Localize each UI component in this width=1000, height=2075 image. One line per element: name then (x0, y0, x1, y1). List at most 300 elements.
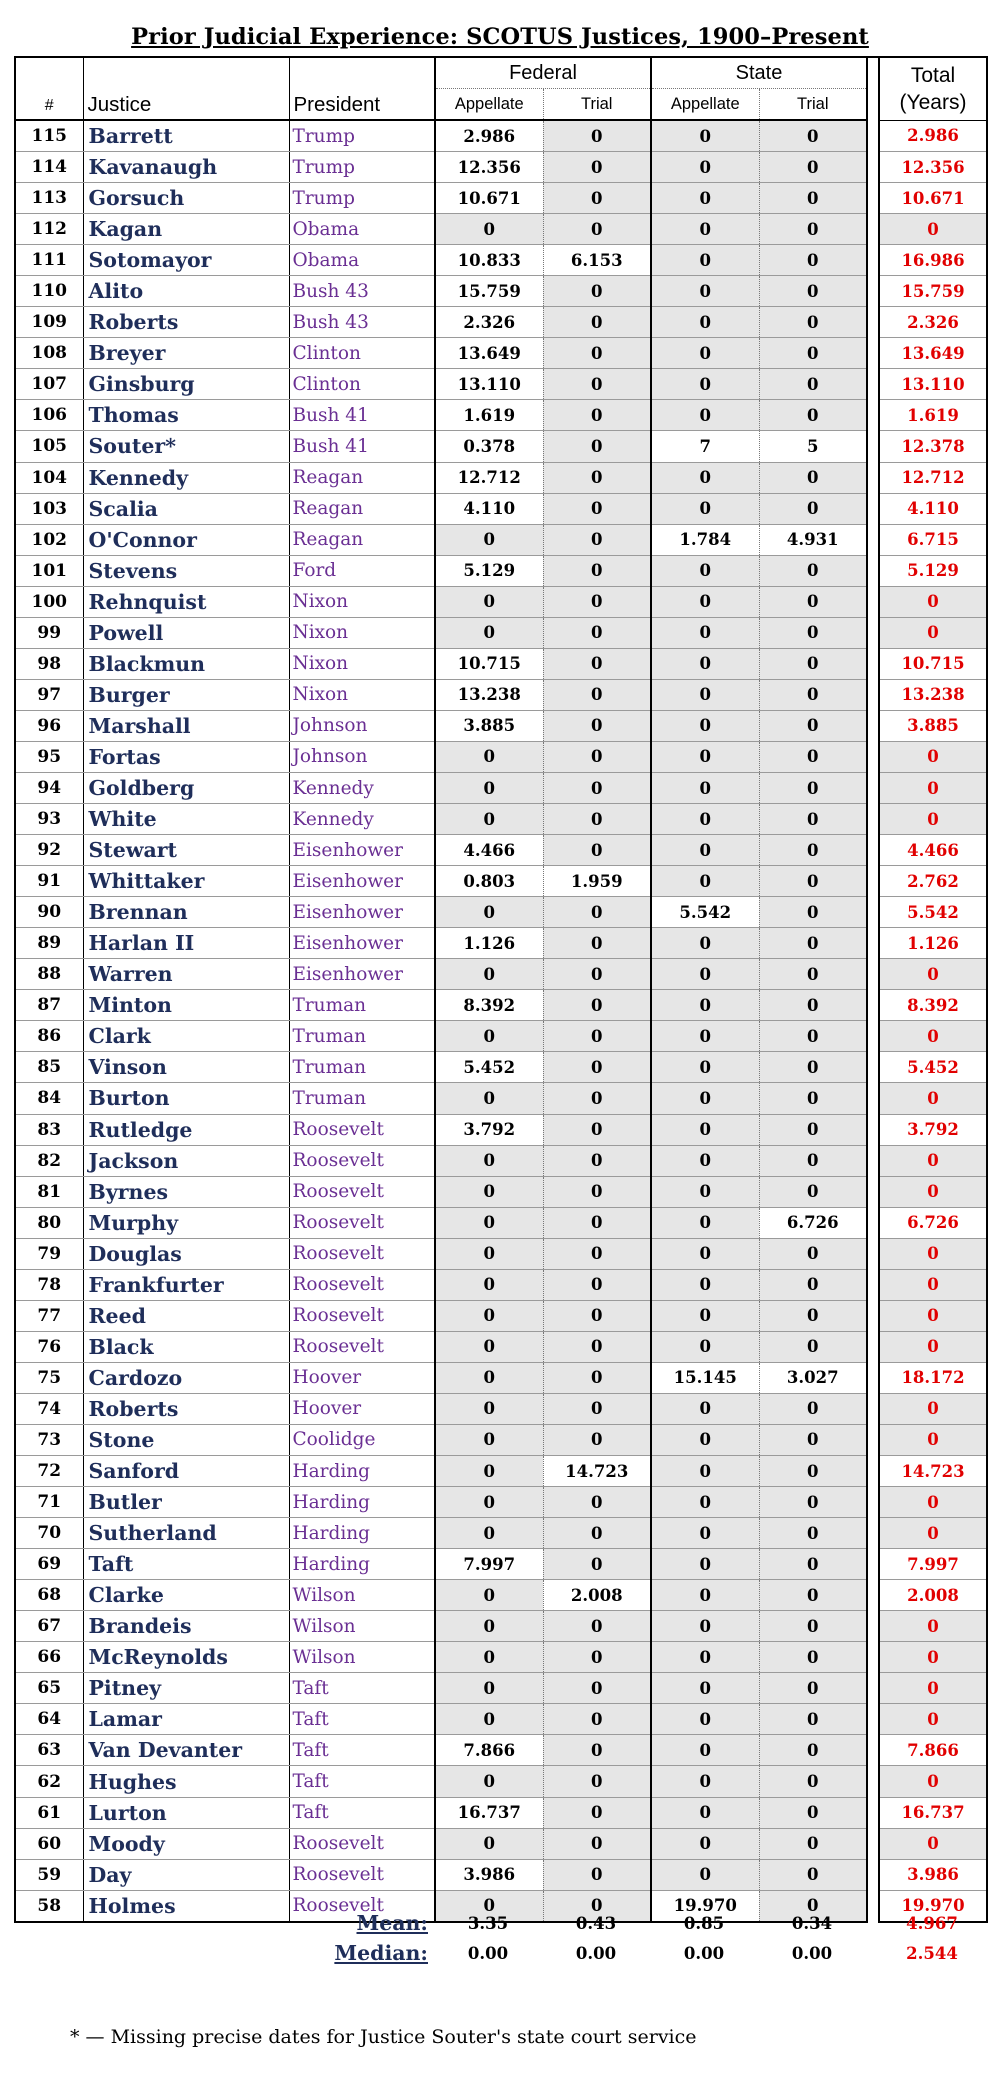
state-appellate-years: 0 (651, 1238, 759, 1269)
appointing-president: Taft (289, 1673, 435, 1704)
justice-number: 107 (15, 369, 83, 400)
federal-appellate-years: 10.715 (435, 648, 543, 679)
header-total-line1: Total (910, 63, 956, 87)
appointing-president: Clinton (289, 369, 435, 400)
justice-name: Byrnes (83, 1176, 289, 1207)
table-row (15, 338, 987, 369)
appointing-president: Eisenhower (289, 866, 435, 897)
total-years: 0 (879, 1642, 987, 1673)
table-row (15, 493, 987, 524)
federal-appellate-years: 0 (435, 1580, 543, 1611)
appointing-president: Roosevelt (289, 1145, 435, 1176)
table-row (15, 741, 987, 772)
justice-name: Kennedy (83, 462, 289, 493)
federal-appellate-years: 0 (435, 1362, 543, 1393)
total-years: 12.712 (879, 462, 987, 493)
table-row (15, 679, 987, 710)
state-trial-years: 0 (759, 897, 867, 928)
table-row (15, 555, 987, 586)
column-gap (867, 276, 879, 307)
state-trial-years: 0 (759, 1580, 867, 1611)
appointing-president: Harding (289, 1456, 435, 1487)
column-gap (867, 710, 879, 741)
justice-name: Cardozo (83, 1362, 289, 1393)
federal-appellate-years: 0 (435, 1021, 543, 1052)
federal-trial-years: 0 (543, 679, 651, 710)
state-appellate-years: 0 (651, 1859, 759, 1890)
justice-number: 88 (15, 959, 83, 990)
state-trial-years: 0 (759, 1828, 867, 1859)
table-row (15, 959, 987, 990)
state-trial-years: 0 (759, 1797, 867, 1828)
justice-number: 113 (15, 183, 83, 214)
federal-trial-years: 0 (543, 990, 651, 1021)
federal-trial-years: 0 (543, 1238, 651, 1269)
column-gap (867, 1083, 879, 1114)
federal-appellate-years: 10.833 (435, 245, 543, 276)
state-appellate-years: 0 (651, 120, 759, 152)
justice-name: Kagan (83, 214, 289, 245)
table-row (15, 1331, 987, 1362)
column-gap (867, 897, 879, 928)
appointing-president: Eisenhower (289, 835, 435, 866)
table-row (15, 307, 987, 338)
state-trial-years: 0 (759, 1393, 867, 1424)
state-appellate-years: 0 (651, 617, 759, 648)
table-row (15, 1021, 987, 1052)
state-trial-years: 0 (759, 866, 867, 897)
justice-number: 67 (15, 1611, 83, 1642)
federal-trial-years: 0 (543, 369, 651, 400)
appointing-president: Taft (289, 1766, 435, 1797)
mean-label: Mean: (356, 1911, 428, 1935)
state-appellate-years: 0 (651, 804, 759, 835)
state-trial-years: 0 (759, 617, 867, 648)
state-appellate-years: 19.970 (651, 1890, 759, 1922)
appointing-president: Taft (289, 1704, 435, 1735)
appointing-president: Kennedy (289, 804, 435, 835)
federal-appellate-years: 0 (435, 1176, 543, 1207)
appointing-president: Taft (289, 1797, 435, 1828)
justice-number: 73 (15, 1424, 83, 1455)
state-appellate-years: 7 (651, 431, 759, 462)
column-gap (867, 1766, 879, 1797)
mean-federal-trial: 0.43 (575, 1913, 617, 1933)
federal-appellate-years: 0 (435, 1704, 543, 1735)
table-row (15, 183, 987, 214)
appointing-president: Trump (289, 152, 435, 183)
table-row (15, 1735, 987, 1766)
total-years: 0 (879, 1021, 987, 1052)
federal-trial-years: 0 (543, 1673, 651, 1704)
justice-name: Black (83, 1331, 289, 1362)
justice-number: 83 (15, 1114, 83, 1145)
state-appellate-years: 0 (651, 152, 759, 183)
column-gap (867, 555, 879, 586)
state-trial-years: 0 (759, 1083, 867, 1114)
justice-name: Day (83, 1859, 289, 1890)
table-row (15, 1456, 987, 1487)
federal-appellate-years: 0 (435, 1611, 543, 1642)
federal-trial-years: 0 (543, 1518, 651, 1549)
column-gap (867, 1207, 879, 1238)
federal-trial-years: 0 (543, 1331, 651, 1362)
state-trial-years: 0 (759, 804, 867, 835)
justice-name: Rutledge (83, 1114, 289, 1145)
appointing-president: Johnson (289, 741, 435, 772)
justice-name: Pitney (83, 1673, 289, 1704)
total-years: 0 (879, 1331, 987, 1362)
justice-name: Frankfurter (83, 1269, 289, 1300)
justice-name: Brandeis (83, 1611, 289, 1642)
federal-appellate-years: 0 (435, 1083, 543, 1114)
state-appellate-years: 0 (651, 307, 759, 338)
state-trial-years: 0 (759, 307, 867, 338)
appointing-president: Eisenhower (289, 897, 435, 928)
column-gap (867, 586, 879, 617)
federal-appellate-years: 13.238 (435, 679, 543, 710)
state-trial-years: 0 (759, 1300, 867, 1331)
appointing-president: Trump (289, 120, 435, 152)
federal-trial-years: 0 (543, 431, 651, 462)
justice-number: 98 (15, 648, 83, 679)
state-trial-years: 0 (759, 1052, 867, 1083)
table-row (15, 276, 987, 307)
column-gap (867, 1362, 879, 1393)
federal-appellate-years: 0 (435, 741, 543, 772)
header-justice: Justice (83, 57, 289, 120)
column-gap (867, 1331, 879, 1362)
state-trial-years: 0 (759, 1549, 867, 1580)
justice-name: Stevens (83, 555, 289, 586)
header-federal: Federal (435, 57, 651, 89)
state-appellate-years: 0 (651, 1580, 759, 1611)
state-appellate-years: 0 (651, 214, 759, 245)
state-appellate-years: 0 (651, 1487, 759, 1518)
header-state: State (651, 57, 867, 89)
total-years: 0 (879, 1176, 987, 1207)
justice-number: 61 (15, 1797, 83, 1828)
federal-trial-years: 0 (543, 1766, 651, 1797)
federal-trial-years: 0 (543, 1549, 651, 1580)
state-appellate-years: 0 (651, 493, 759, 524)
table-row (15, 1859, 987, 1890)
state-trial-years: 0 (759, 1114, 867, 1145)
column-gap (867, 1393, 879, 1424)
federal-appellate-years: 0 (435, 617, 543, 648)
state-trial-years: 0 (759, 1424, 867, 1455)
total-years: 0 (879, 1393, 987, 1424)
justice-number: 80 (15, 1207, 83, 1238)
state-trial-years: 0 (759, 1487, 867, 1518)
state-appellate-years: 0 (651, 835, 759, 866)
total-years: 0 (879, 1300, 987, 1331)
appointing-president: Nixon (289, 648, 435, 679)
federal-appellate-years: 16.737 (435, 1797, 543, 1828)
justice-number: 79 (15, 1238, 83, 1269)
state-appellate-years: 0 (651, 1424, 759, 1455)
federal-trial-years: 0 (543, 1611, 651, 1642)
total-years: 14.723 (879, 1456, 987, 1487)
column-gap (867, 804, 879, 835)
state-appellate-years: 0 (651, 1145, 759, 1176)
total-years: 13.649 (879, 338, 987, 369)
table-row (15, 120, 987, 152)
federal-appellate-years: 0 (435, 1890, 543, 1922)
federal-trial-years: 6.153 (543, 245, 651, 276)
state-trial-years: 0 (759, 400, 867, 431)
federal-appellate-years: 0 (435, 524, 543, 555)
state-trial-years: 0 (759, 1456, 867, 1487)
appointing-president: Harding (289, 1518, 435, 1549)
federal-trial-years: 0 (543, 1114, 651, 1145)
state-appellate-years: 0 (651, 1300, 759, 1331)
table-row (15, 617, 987, 648)
state-trial-years: 0 (759, 369, 867, 400)
appointing-president: Wilson (289, 1580, 435, 1611)
federal-trial-years: 0 (543, 586, 651, 617)
justice-number: 81 (15, 1176, 83, 1207)
state-appellate-years: 0 (651, 1797, 759, 1828)
justice-name: Gorsuch (83, 183, 289, 214)
table-row (15, 214, 987, 245)
justice-number: 111 (15, 245, 83, 276)
justice-number: 65 (15, 1673, 83, 1704)
justice-number: 76 (15, 1331, 83, 1362)
federal-trial-years: 0 (543, 1797, 651, 1828)
justice-number: 102 (15, 524, 83, 555)
total-years: 13.110 (879, 369, 987, 400)
federal-appellate-years: 4.110 (435, 493, 543, 524)
state-appellate-years: 0 (651, 462, 759, 493)
justice-name: Marshall (83, 710, 289, 741)
federal-trial-years: 0 (543, 555, 651, 586)
justice-name: Stone (83, 1424, 289, 1455)
justice-name: Burton (83, 1083, 289, 1114)
federal-appellate-years: 4.466 (435, 835, 543, 866)
federal-trial-years: 0 (543, 338, 651, 369)
federal-appellate-years: 7.997 (435, 1549, 543, 1580)
state-trial-years: 0 (759, 928, 867, 959)
page-title: Prior Judicial Experience: SCOTUS Justices, 1900–Present (131, 24, 869, 50)
state-trial-years: 0 (759, 1518, 867, 1549)
state-trial-years: 0 (759, 741, 867, 772)
column-gap (867, 183, 879, 214)
federal-appellate-years: 15.759 (435, 276, 543, 307)
column-gap (867, 1859, 879, 1890)
federal-trial-years: 0 (543, 276, 651, 307)
total-years: 7.866 (879, 1735, 987, 1766)
table-row (15, 897, 987, 928)
appointing-president: Bush 41 (289, 400, 435, 431)
federal-trial-years: 0 (543, 120, 651, 152)
total-years: 0 (879, 1269, 987, 1300)
justice-name: Clarke (83, 1580, 289, 1611)
state-appellate-years: 0 (651, 400, 759, 431)
federal-appellate-years: 0 (435, 1828, 543, 1859)
federal-appellate-years: 2.326 (435, 307, 543, 338)
justice-name: Blackmun (83, 648, 289, 679)
table-row (15, 1362, 987, 1393)
appointing-president: Roosevelt (289, 1890, 435, 1922)
state-trial-years: 0 (759, 1642, 867, 1673)
justice-number: 104 (15, 462, 83, 493)
state-appellate-years: 15.145 (651, 1362, 759, 1393)
appointing-president: Truman (289, 1021, 435, 1052)
state-appellate-years: 0 (651, 369, 759, 400)
table-row (15, 1114, 987, 1145)
state-appellate-years: 0 (651, 648, 759, 679)
justice-name: Roberts (83, 307, 289, 338)
total-years: 0 (879, 804, 987, 835)
table-row (15, 1238, 987, 1269)
justice-number: 96 (15, 710, 83, 741)
federal-appellate-years: 0 (435, 214, 543, 245)
federal-appellate-years: 0 (435, 1269, 543, 1300)
appointing-president: Roosevelt (289, 1828, 435, 1859)
appointing-president: Eisenhower (289, 959, 435, 990)
federal-appellate-years: 2.986 (435, 120, 543, 152)
state-appellate-years: 0 (651, 1176, 759, 1207)
state-appellate-years: 1.784 (651, 524, 759, 555)
state-appellate-years: 0 (651, 586, 759, 617)
appointing-president: Obama (289, 245, 435, 276)
federal-trial-years: 0 (543, 524, 651, 555)
column-gap (867, 400, 879, 431)
federal-appellate-years: 1.619 (435, 400, 543, 431)
state-trial-years: 5 (759, 431, 867, 462)
column-gap (867, 928, 879, 959)
federal-trial-years: 0 (543, 183, 651, 214)
federal-trial-years: 0 (543, 1704, 651, 1735)
footnote: * — Missing precise dates for Justice Souter's state court service (70, 2026, 697, 2048)
federal-trial-years: 0 (543, 1735, 651, 1766)
state-trial-years: 0 (759, 959, 867, 990)
federal-trial-years: 0 (543, 1207, 651, 1238)
total-years: 0 (879, 1238, 987, 1269)
table-row (15, 524, 987, 555)
justice-name: Fortas (83, 741, 289, 772)
appointing-president: Roosevelt (289, 1238, 435, 1269)
state-appellate-years: 0 (651, 555, 759, 586)
state-trial-years: 0 (759, 1859, 867, 1890)
justice-name: Goldberg (83, 772, 289, 803)
state-appellate-years: 0 (651, 1207, 759, 1238)
state-appellate-years: 0 (651, 772, 759, 803)
justice-number: 100 (15, 586, 83, 617)
state-appellate-years: 0 (651, 1611, 759, 1642)
column-gap (867, 120, 879, 152)
justice-number: 91 (15, 866, 83, 897)
federal-trial-years: 14.723 (543, 1456, 651, 1487)
total-years: 0 (879, 1083, 987, 1114)
federal-appellate-years: 0.378 (435, 431, 543, 462)
total-years: 2.762 (879, 866, 987, 897)
federal-appellate-years: 0 (435, 1300, 543, 1331)
federal-appellate-years: 0 (435, 1766, 543, 1797)
column-gap (867, 338, 879, 369)
federal-appellate-years: 0 (435, 897, 543, 928)
median-total: 2.544 (906, 1943, 958, 1963)
justice-number: 66 (15, 1642, 83, 1673)
mean-state-appellate: 0.85 (683, 1913, 725, 1933)
table-row (15, 369, 987, 400)
total-years: 6.715 (879, 524, 987, 555)
column-gap (867, 679, 879, 710)
state-appellate-years: 0 (651, 710, 759, 741)
justice-number: 84 (15, 1083, 83, 1114)
appointing-president: Ford (289, 555, 435, 586)
justice-name: Kavanaugh (83, 152, 289, 183)
total-years: 8.392 (879, 990, 987, 1021)
total-years: 0 (879, 1828, 987, 1859)
table-row (15, 866, 987, 897)
table-row (15, 1207, 987, 1238)
federal-trial-years: 0 (543, 307, 651, 338)
federal-appellate-years: 0 (435, 1642, 543, 1673)
column-gap (867, 1797, 879, 1828)
column-gap (867, 1611, 879, 1642)
appointing-president: Truman (289, 990, 435, 1021)
total-years: 1.619 (879, 400, 987, 431)
table-row (15, 1424, 987, 1455)
federal-appellate-years: 0 (435, 959, 543, 990)
state-appellate-years: 0 (651, 1052, 759, 1083)
total-years: 0 (879, 772, 987, 803)
justice-number: 58 (15, 1890, 83, 1922)
federal-trial-years: 0 (543, 1828, 651, 1859)
justice-name: Jackson (83, 1145, 289, 1176)
justice-number: 87 (15, 990, 83, 1021)
table-row (15, 1083, 987, 1114)
state-trial-years: 0 (759, 1331, 867, 1362)
justice-name: Vinson (83, 1052, 289, 1083)
federal-trial-years: 0 (543, 1424, 651, 1455)
total-years: 7.997 (879, 1549, 987, 1580)
justice-number: 85 (15, 1052, 83, 1083)
justice-name: O'Connor (83, 524, 289, 555)
state-trial-years: 0 (759, 1145, 867, 1176)
column-gap (867, 1238, 879, 1269)
total-years: 6.726 (879, 1207, 987, 1238)
state-appellate-years: 0 (651, 245, 759, 276)
state-trial-years: 0 (759, 555, 867, 586)
state-trial-years: 3.027 (759, 1362, 867, 1393)
table-row (15, 1704, 987, 1735)
justice-name: Reed (83, 1300, 289, 1331)
federal-trial-years: 0 (543, 835, 651, 866)
federal-trial-years: 0 (543, 772, 651, 803)
justice-number: 106 (15, 400, 83, 431)
justice-number: 109 (15, 307, 83, 338)
justice-name: Sotomayor (83, 245, 289, 276)
total-years: 0 (879, 1518, 987, 1549)
table-row (15, 586, 987, 617)
appointing-president: Bush 43 (289, 307, 435, 338)
justice-name: Moody (83, 1828, 289, 1859)
header-state-trial: Trial (759, 89, 867, 121)
federal-trial-years: 0 (543, 152, 651, 183)
federal-trial-years: 0 (543, 959, 651, 990)
federal-appellate-years: 10.671 (435, 183, 543, 214)
appointing-president: Bush 43 (289, 276, 435, 307)
justice-name: Taft (83, 1549, 289, 1580)
justice-number: 64 (15, 1704, 83, 1735)
column-gap (867, 431, 879, 462)
total-years: 18.172 (879, 1362, 987, 1393)
justice-number: 89 (15, 928, 83, 959)
justice-name: McReynolds (83, 1642, 289, 1673)
